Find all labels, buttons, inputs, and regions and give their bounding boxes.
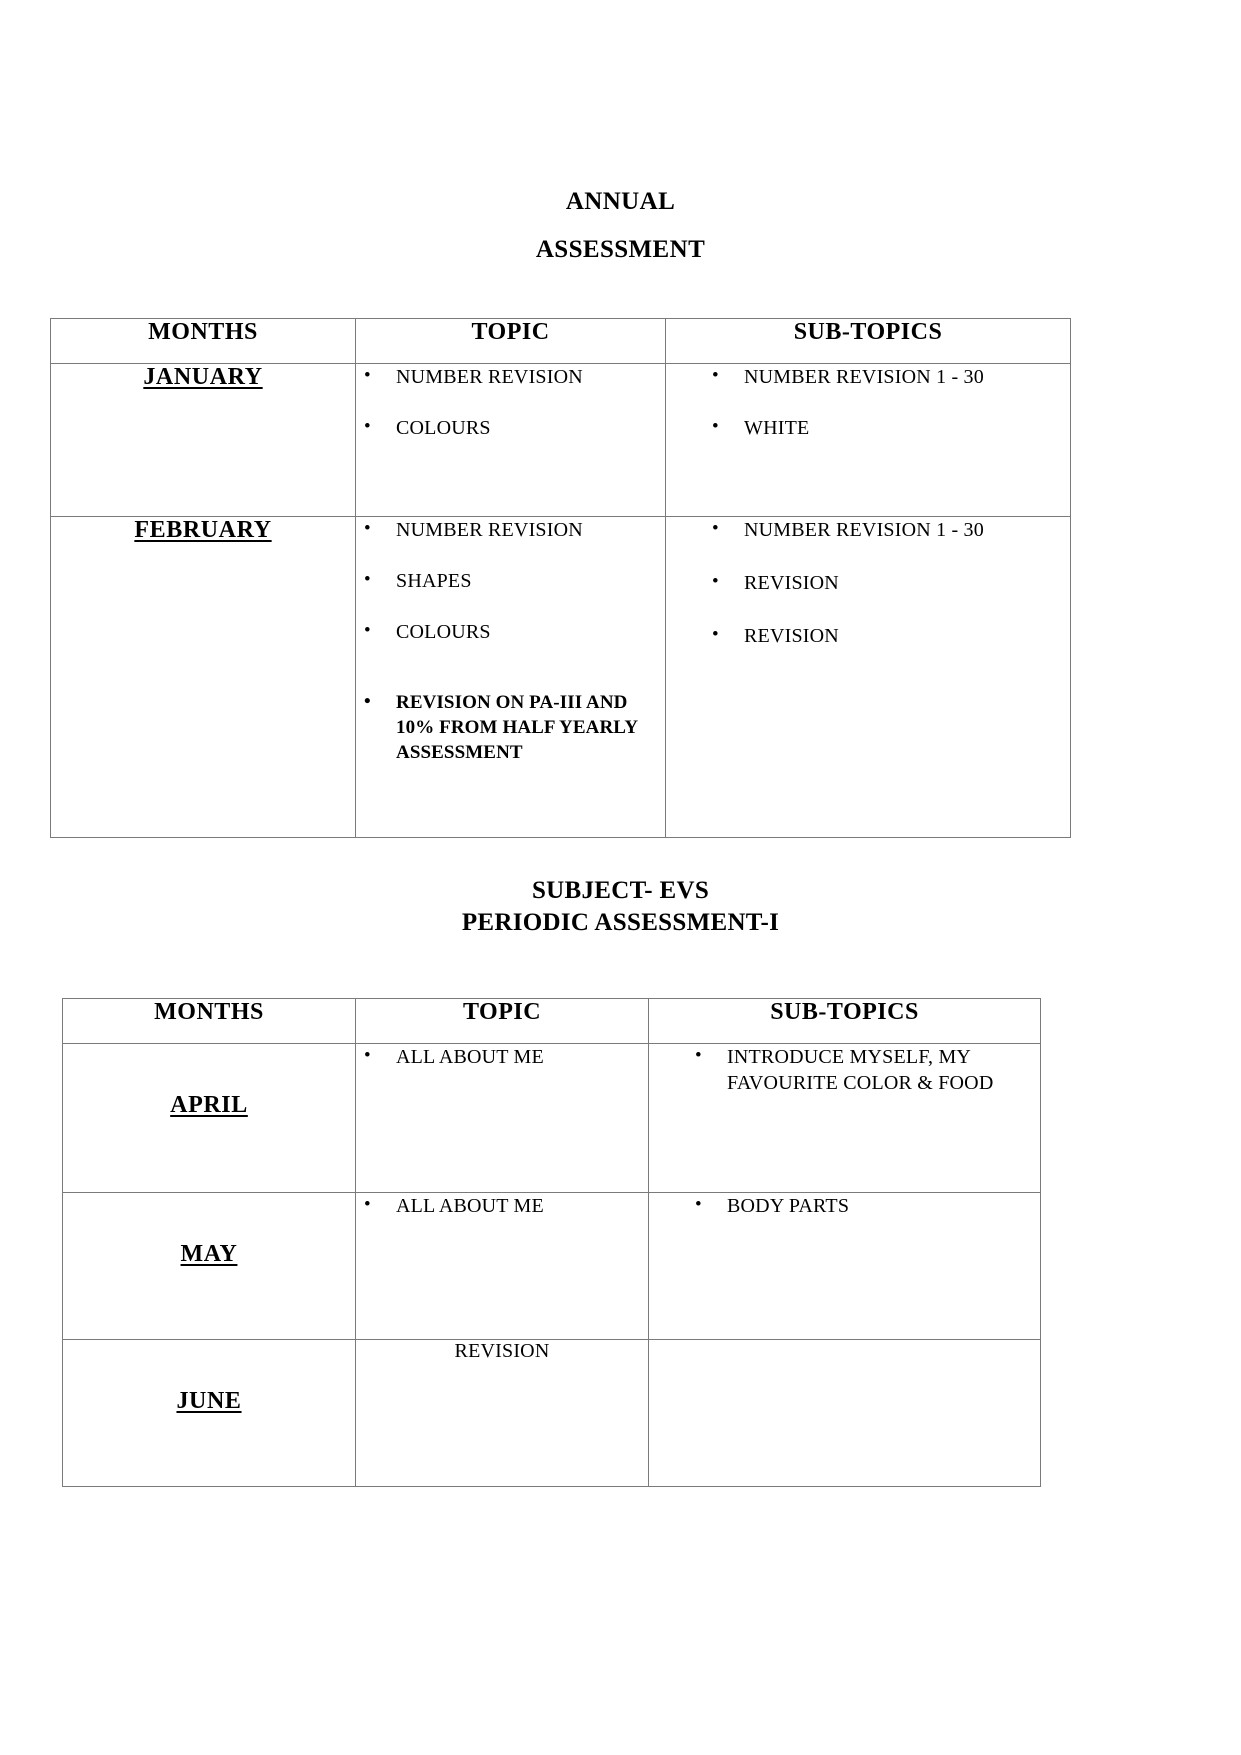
topic-bullet-list [356, 1044, 648, 1070]
list-item: • WHITE [704, 415, 1070, 441]
month-cell-april [63, 1044, 356, 1193]
subtopic-cell-january [666, 364, 1071, 517]
table-row [63, 1044, 1041, 1193]
list-item: • NUMBER REVISION [356, 517, 665, 543]
subtopic-bullet-list [704, 364, 1070, 441]
evs-periodic-assessment-table [62, 998, 1041, 1487]
column-header-subtopics: SUB-TOPICS [649, 999, 1041, 1044]
column-header-months: MONTHS [63, 999, 356, 1044]
column-header-topic: TOPIC [356, 999, 649, 1044]
topic-bullet-list [356, 517, 665, 765]
month-label: APRIL [170, 1092, 248, 1118]
month-label: FEBRUARY [134, 517, 272, 543]
subtopic-bullet-list [687, 1193, 1040, 1219]
month-cell-june [63, 1340, 356, 1487]
topic-cell-february [356, 517, 666, 838]
subtopic-cell-may [649, 1193, 1041, 1340]
list-item: • BODY PARTS [687, 1193, 1040, 1219]
topic-cell-june: REVISION [356, 1340, 649, 1487]
annual-assessment-table [50, 318, 1071, 838]
month-label: JANUARY [143, 364, 263, 390]
table-row [63, 1340, 1041, 1487]
subtopic-bullet-list [704, 517, 1070, 649]
topic-cell-may [356, 1193, 649, 1340]
list-item: • COLOURS [356, 619, 665, 645]
list-item: • REVISION [704, 570, 1070, 596]
evs-assessment-title [0, 875, 1241, 939]
list-item: • NUMBER REVISION 1 - 30 [704, 364, 1070, 390]
list-item: • INTRODUCE MYSELF, MY FAVOURITE COLOR & FOOD [687, 1044, 1040, 1096]
subtopic-cell-april [649, 1044, 1041, 1193]
topic-cell-january [356, 364, 666, 517]
topic-bullet-list [356, 364, 665, 441]
list-item: • ALL ABOUT ME [356, 1044, 648, 1070]
table-row [51, 517, 1071, 838]
topic-bullet-list [356, 1193, 648, 1219]
list-item: • REVISION [704, 623, 1070, 649]
list-item: • NUMBER REVISION [356, 364, 665, 390]
month-label: MAY [180, 1241, 238, 1267]
topic-note-item: • REVISION ON PA-III AND 10% FROM HALF YEARLY ASSESSMENT [356, 690, 665, 765]
title-line-annual: ANNUAL [565, 188, 676, 215]
column-header-subtopics: SUB-TOPICS [666, 319, 1071, 364]
annual-assessment-title [0, 178, 1241, 274]
topic-cell-april [356, 1044, 649, 1193]
title-line-assessment: ASSESSMENT [535, 236, 706, 263]
table-row [63, 1193, 1041, 1340]
subtopic-bullet-list [687, 1044, 1040, 1096]
list-item: • NUMBER REVISION 1 - 30 [704, 517, 1070, 543]
list-item: • SHAPES [356, 568, 665, 594]
title-line-subject: SUBJECT- EVS [531, 877, 710, 904]
table-header-row [51, 319, 1071, 364]
column-header-months: MONTHS [51, 319, 356, 364]
list-item: • ALL ABOUT ME [356, 1193, 648, 1219]
table-header-row [63, 999, 1041, 1044]
month-cell-january [51, 364, 356, 517]
month-cell-february [51, 517, 356, 838]
table-row [51, 364, 1071, 517]
list-item: • COLOURS [356, 415, 665, 441]
month-cell-may [63, 1193, 356, 1340]
month-label: JUNE [176, 1388, 242, 1414]
subtopic-cell-february [666, 517, 1071, 838]
column-header-topic: TOPIC [356, 319, 666, 364]
subtopic-cell-june [649, 1340, 1041, 1487]
title-line-periodic: PERIODIC ASSESSMENT-I [461, 909, 780, 936]
